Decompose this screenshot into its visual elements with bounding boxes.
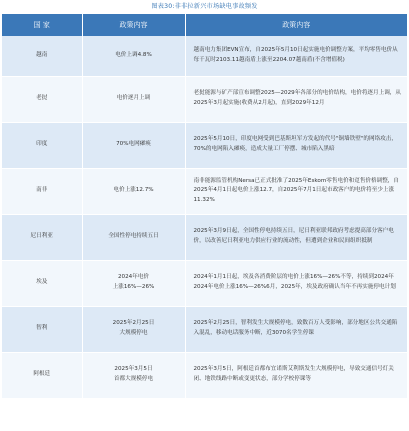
detail-cell: 2025年5月10日，印度电网受到巴基斯坦军方发起的代号"铜墙铁壁"的网络攻击，70%的电网陷入瘫痪，造成大量工厂停摆、城市陷入黑暗 bbox=[185, 122, 407, 168]
policy-cell: 2024年电价 上涨16%—26% bbox=[82, 260, 185, 306]
table-row bbox=[2, 214, 407, 260]
table-row bbox=[2, 168, 407, 214]
detail-cell: 2025年3月9日起，全国性停电持续五日，尼日利亚联邦政府考虑提高部分客户电价，以改善尼日利亚电力供应行业的流动性，但遭到企业和民间组织抵制 bbox=[185, 214, 407, 260]
country-cell: 印度 bbox=[2, 122, 82, 168]
country-cell: 越南 bbox=[2, 36, 82, 76]
policy-cell: 2025年2月25日 大规模停电 bbox=[82, 306, 185, 352]
table-row bbox=[2, 306, 407, 352]
detail-cell: 2025年2月25日，智利发生大规模停电，致数百万人受影响，部分地区公共交通陷入混乱，移动电话服务中断，近3070名学生停课 bbox=[185, 306, 407, 352]
table-caption: 图表30:非非拉新兴市场缺电事故频发 bbox=[151, 3, 258, 10]
table-row bbox=[2, 122, 407, 168]
detail-cell: 2024年1月1日起，埃及各消费阶层的电价上涨16%—26%不等，持续到2024年2024年电价上涨16%—26%6月，2025年，埃及政府确认当年不再实施停电计划 bbox=[185, 260, 407, 306]
detail-cell: 越南电力集团EVN宣布，自2025年5月10日起实施电价调整方案，平均零售电价从每千瓦时2103.11越南盾上涨至2204.07越南盾(不含增值税) bbox=[185, 36, 407, 76]
table-row bbox=[2, 36, 407, 76]
detail-cell: 南非能源监管机构Nersa已正式批准了2025年Eskom零售电价和趸售价格调整，自2025年4月1日起电价上涨12.7，自2025年7月1日起市政客户的电价将至少上涨11.32% bbox=[185, 168, 407, 214]
country-cell: 埃及 bbox=[2, 260, 82, 306]
header-policy: 政策内容 bbox=[82, 14, 185, 36]
table-row bbox=[2, 352, 407, 398]
table-row bbox=[2, 260, 407, 306]
country-cell: 尼日利亚 bbox=[2, 214, 82, 260]
policy-cell: 电价上调4.8% bbox=[82, 36, 185, 76]
country-cell: 老挝 bbox=[2, 76, 82, 122]
policy-cell: 电价上涨12.7% bbox=[82, 168, 185, 214]
detail-cell: 2025年3月5日，阿根廷首都布宜诺斯艾利斯发生大规模停电，导致交通信号灯关闭、地铁线路中断或变更状态，部分学校停课等 bbox=[185, 352, 407, 398]
header-detail: 政策内容 bbox=[185, 14, 407, 36]
policy-cell: 全国性停电持续五日 bbox=[82, 214, 185, 260]
country-cell: 南非 bbox=[2, 168, 82, 214]
table-row bbox=[2, 76, 407, 122]
country-cell: 阿根廷 bbox=[2, 352, 82, 398]
detail-cell: 老挝能源与矿产部宣布调整2025—2029年各部分的电价结构，电价将逐月上调，从2025年3月起实施(收费从2月起)，直到2029年12月 bbox=[185, 76, 407, 122]
policy-cell: 电价逐月上调 bbox=[82, 76, 185, 122]
policy-cell: 70%电网瘫痪 bbox=[82, 122, 185, 168]
header-country: 国 家 bbox=[2, 14, 82, 36]
policy-cell: 2025年3月5日 首都大规模停电 bbox=[82, 352, 185, 398]
policy-table bbox=[2, 14, 407, 399]
country-cell: 智利 bbox=[2, 306, 82, 352]
table-header-row bbox=[2, 14, 407, 36]
